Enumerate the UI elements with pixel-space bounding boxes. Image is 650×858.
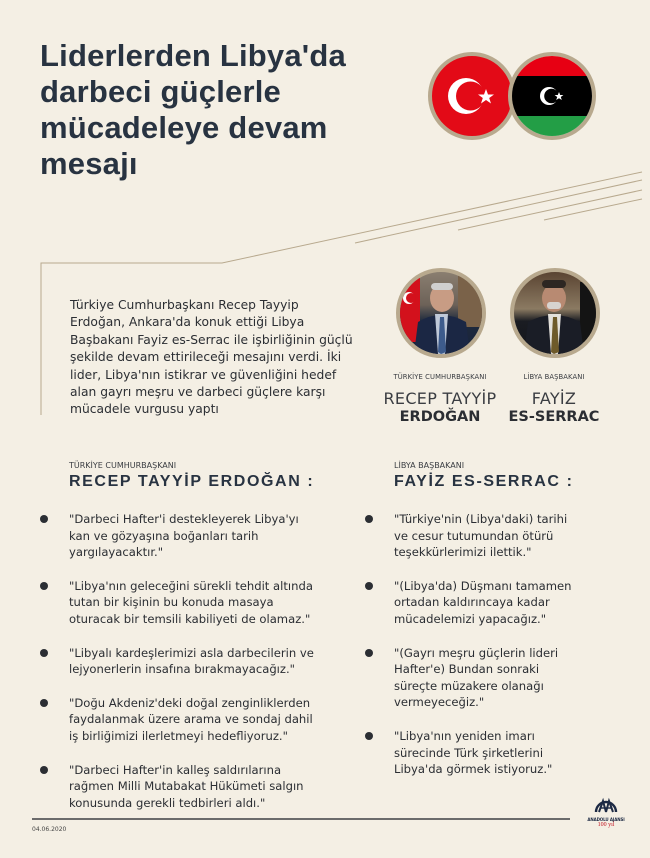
title-line: mücadeleye devam <box>40 110 328 145</box>
leader-role: TÜRKİYE CUMHURBAŞKANI <box>393 373 487 381</box>
accent-line <box>544 199 642 220</box>
quote-text: "Türkiye'nin (Libya'daki) tarihi ve cesur tutumundan ötürü teşekkürlerimizi ilettik." <box>394 512 568 560</box>
serrac-portrait <box>510 268 600 358</box>
column-role: LİBYA BAŞBAKANI <box>394 461 465 470</box>
bullet-icon <box>40 515 48 523</box>
leader-last-name: ES-SERRAC <box>508 409 600 425</box>
logo-text: ANADOLU AJANSI <box>587 817 625 822</box>
title-line: darbeci güçlerle <box>40 74 281 109</box>
quote-text: "(Libya'da) Düşmanı tamamen ortadan kaldırıncaya kadar mücadelemizi yapacağız." <box>394 578 572 626</box>
bullet-icon <box>365 732 373 740</box>
accent-line <box>355 180 642 243</box>
quote-item <box>69 762 319 812</box>
quote-text: "Darbeci Hafter'in kalleş saldırılarına rağmen Milli Mutabakat Hükümeti salgın konusunda gerekli tedbirleri aldı." <box>69 762 304 810</box>
logo-anniversary: 100 yıl <box>597 822 615 828</box>
quote-text: "Libyalı kardeşlerimizi asla darbecilerin ve lejyonerlerin insafına bırakmayacağız." <box>69 645 314 677</box>
serrac-quotes <box>394 511 579 778</box>
bullet-icon <box>40 649 48 657</box>
turkey-flag-icon <box>428 52 516 140</box>
quote-text: "Darbeci Hafter'i destekleyerek Libya'yı kan ve gözyaşına boğanları tarih yargılayacaktır." <box>69 512 299 560</box>
quote-item <box>394 511 579 561</box>
column-name: FAYİZ ES-SERRAC : <box>394 473 574 490</box>
leader-caption-serrac <box>489 373 619 425</box>
leader-role: LİBYA BAŞBAKANI <box>523 373 585 381</box>
erdogan-heading <box>69 461 314 491</box>
bullet-icon <box>40 582 48 590</box>
erdogan-portrait <box>396 268 486 358</box>
libya-flag-icon <box>508 52 596 140</box>
aa-logo-icon <box>594 795 618 813</box>
title-line: mesajı <box>40 146 138 181</box>
accent-line <box>458 190 642 230</box>
quote-text: "Doğu Akdeniz'deki doğal zenginliklerden faydalanmak üzere arama ve sondaj dahil iş birliğimizi ilerletmeyi hedefliyoruz." <box>69 695 313 743</box>
quote-item <box>394 645 579 711</box>
anadolu-logo <box>586 795 626 839</box>
leader-first-name: RECEP TAYYİP <box>383 389 497 408</box>
column-name: RECEP TAYYİP ERDOĞAN : <box>69 473 315 490</box>
quote-item <box>69 695 319 745</box>
quote-text: "(Gayrı meşru güçlerin lideri Hafter'e) Bundan sonraki süreçte müzakere olanağı vermeyeceğiz." <box>394 645 559 710</box>
bullet-icon <box>365 649 373 657</box>
quote-item <box>69 645 319 678</box>
leader-caption-erdogan <box>375 373 505 425</box>
bullet-icon <box>40 699 48 707</box>
intro-paragraph: Türkiye Cumhurbaşkanı Recep Tayyip Erdoğan, Ankara'da konuk ettiği Libya Başbakanı Fayiz es-Serrac ile işbirliğinin güçlü şekilde devam ettirileceği mesajını verdi. İki lider, Libya'nın istikrar ve güvenliğini hedef alan gayrı meşru ve darbeci güçlere karşı mücadele vurgusu yaptı <box>70 298 353 417</box>
quote-item <box>69 578 319 628</box>
quote-item <box>394 578 579 628</box>
leader-first-name: FAYİZ <box>531 389 577 408</box>
leader-last-name: ERDOĞAN <box>399 409 481 425</box>
quote-item <box>69 511 319 561</box>
bullet-icon <box>40 766 48 774</box>
publish-date: 04.06.2020 <box>32 826 67 833</box>
flags <box>428 52 598 144</box>
column-role: TÜRKİYE CUMHURBAŞKANI <box>69 461 177 470</box>
erdogan-quotes <box>69 511 319 811</box>
page-title <box>40 38 400 182</box>
quote-text: "Libya'nın geleceğini sürekli tehdit altında tutan bir kişinin bu konuda masaya oturacak bir temsili kabiliyeti de olamaz." <box>69 578 313 626</box>
bullet-icon <box>365 515 373 523</box>
quote-item <box>394 728 579 778</box>
bullet-icon <box>365 582 373 590</box>
quote-text: "Libya'nın yeniden imarı sürecinde Türk şirketlerini Libya'da görmek istiyoruz." <box>394 728 553 777</box>
serrac-heading <box>394 461 574 491</box>
title-line: Liderlerden Libya'da <box>40 38 346 73</box>
footer-divider <box>32 818 570 820</box>
